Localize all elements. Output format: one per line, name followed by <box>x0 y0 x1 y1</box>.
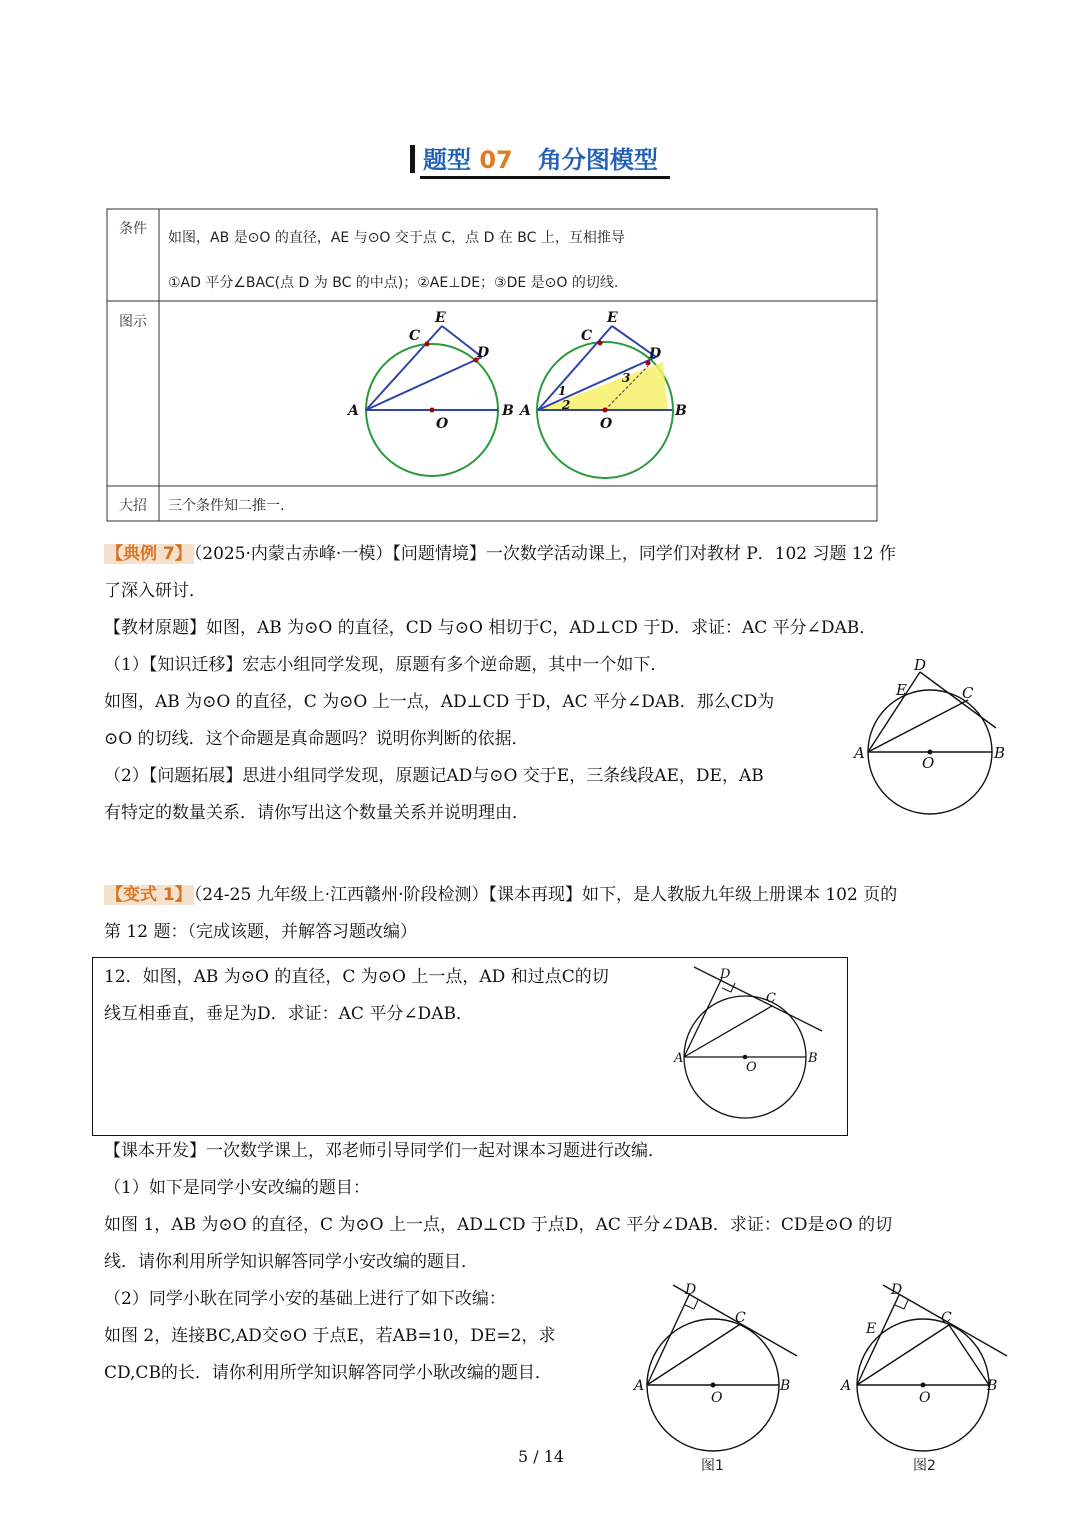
label-E-right: E <box>607 310 618 326</box>
label-C-right: C <box>581 328 593 344</box>
ex7-line5: 如图，AB 为⊙O 的直径，C 为⊙O 上一点，AD⊥CD 于D，AC 平分∠DAB．那么CD为 <box>104 692 775 712</box>
var1-line9: CD,CB的长．请你利用所学知识解答同学小耿改编的题目． <box>104 1363 552 1383</box>
fig1-label-D: D <box>685 1282 697 1298</box>
ex7-label-A: A <box>854 744 865 762</box>
label-O-left: O <box>436 416 449 432</box>
label-E-left: E <box>435 310 446 326</box>
ex7-line1: 【典例 7】 （2025·内蒙古赤峰·一模）【问题情境】一次数学活动课上，同学们对教材 P．102 习题 12 作 <box>106 544 896 564</box>
angle-1-label: 1 <box>558 384 567 398</box>
fig2-label-A: A <box>841 1378 852 1394</box>
row-label-condition: 条件 <box>119 221 147 237</box>
var1-line4: （1）如下是同学小安改编的题目： <box>104 1178 370 1198</box>
label-A-right: A <box>520 403 531 419</box>
row-label-figure: 图示 <box>119 314 147 330</box>
fig1-label-B: B <box>780 1378 791 1394</box>
label-C-left: C <box>409 328 421 344</box>
condition-text-line2: ①AD 平分∠BAC(点 D 为 BC 的中点)；②AE⊥DE；③DE 是⊙O 的切线. <box>168 275 619 291</box>
ex7-line4: （1）【知识迁移】宏志小组同学发现，原题有多个逆命题，其中一个如下． <box>104 655 668 675</box>
box-label-A: A <box>674 1051 684 1066</box>
var1-line8: 如图 2，连接BC,AD交⊙O 于点E，若AB=10，DE=2，求 <box>104 1326 556 1346</box>
box-label-D: D <box>720 967 731 982</box>
fig1-label-A: A <box>634 1378 645 1394</box>
box-label-C: C <box>766 991 776 1006</box>
ex7-label-C: C <box>962 684 974 702</box>
box-line2: 线互相垂直，垂足为D．求证：AC 平分∠DAB． <box>104 1004 473 1024</box>
ex7-line2: 了深入研讨． <box>104 581 206 601</box>
var1-line3: 【课本开发】一次数学课上，邓老师引导同学们一起对课本习题进行改编． <box>104 1141 665 1161</box>
ex7-label-D: D <box>914 656 927 674</box>
var1-line2: 第 12 题：（完成该题，并解答习题改编） <box>104 922 417 942</box>
var1-line1: 【变式 1】 （24-25 九年级上·江西赣州·阶段检测）【课本再现】如下，是人教版九年级上册课本 102 页的 <box>106 885 898 905</box>
angle-2-label: 2 <box>562 398 571 412</box>
var1-line6: 线．请你利用所学知识解答同学小安改编的题目． <box>104 1252 478 1272</box>
label-D-left: D <box>477 345 490 361</box>
label-O-right: O <box>600 416 613 432</box>
condition-text-line1: 如图，AB 是⊙O 的直径，AE 与⊙O 交于点 C，点 D 在 BC 上，互相推导 <box>168 230 625 246</box>
ex7-figure <box>850 650 1030 820</box>
title-name: 角分图模型 <box>537 146 658 174</box>
ex7-line8: 有特定的数量关系．请你写出这个数量关系并说明理由． <box>104 803 529 823</box>
ex7-label-O: O <box>922 754 935 772</box>
row-label-tip: 大招 <box>119 498 147 514</box>
fig1-label-O: O <box>711 1390 723 1406</box>
label-D-right: D <box>649 346 662 362</box>
label-B-right: B <box>675 403 687 419</box>
box-label-O: O <box>746 1060 757 1075</box>
box-figure <box>670 960 840 1120</box>
title-prefix: 题型 <box>423 146 471 174</box>
ex7-line6: ⊙O 的切线．这个命题是真命题吗？说明你判断的依据． <box>104 729 529 749</box>
fig2-label-C: C <box>941 1310 952 1326</box>
ex7-tag: 【典例 7】 <box>106 544 192 564</box>
page-number: 5 / 14 <box>518 1447 565 1466</box>
var1-tag: 【变式 1】 <box>106 885 192 905</box>
var1-line5: 如图 1，AB 为⊙O 的直径，C 为⊙O 上一点，AD⊥CD 于点D，AC 平分∠DAB．求证：CD是⊙O 的切 <box>104 1215 893 1235</box>
figure-1-caption: 图1 <box>701 1458 724 1474</box>
ex7-label-B: B <box>994 744 1006 762</box>
label-B-left: B <box>502 403 514 419</box>
fig2-label-O: O <box>919 1390 931 1406</box>
ex7-line3: 【教材原题】如图，AB 为⊙O 的直径，CD 与⊙O 相切于C，AD⊥CD 于D．求证：AC 平分∠DAB． <box>104 618 877 638</box>
box-line1: 12．如图，AB 为⊙O 的直径，C 为⊙O 上一点，AD 和过点C的切 <box>104 967 609 987</box>
fig2-label-E: E <box>866 1321 877 1337</box>
fig2-label-D: D <box>891 1282 903 1298</box>
title-number: 07 <box>479 146 513 174</box>
tip-text: 三个条件知二推一. <box>168 498 285 514</box>
figure-1 <box>625 1280 815 1480</box>
condition-table <box>0 0 1080 530</box>
label-A-left: A <box>348 403 359 419</box>
box-label-B: B <box>808 1051 818 1066</box>
ex7-label-E: E <box>896 681 907 699</box>
ex7-line7: （2）【问题拓展】思进小组同学发现，原题记AD与⊙O 交于E，三条线段AE，DE，AB <box>104 766 764 786</box>
var1-line7: （2）同学小耿在同学小安的基础上进行了如下改编： <box>104 1289 506 1309</box>
fig2-label-B: B <box>987 1378 998 1394</box>
figure-2-caption: 图2 <box>913 1458 936 1474</box>
angle-3-label: 3 <box>622 371 631 385</box>
figure-2 <box>835 1280 1025 1480</box>
fig1-label-C: C <box>735 1310 746 1326</box>
